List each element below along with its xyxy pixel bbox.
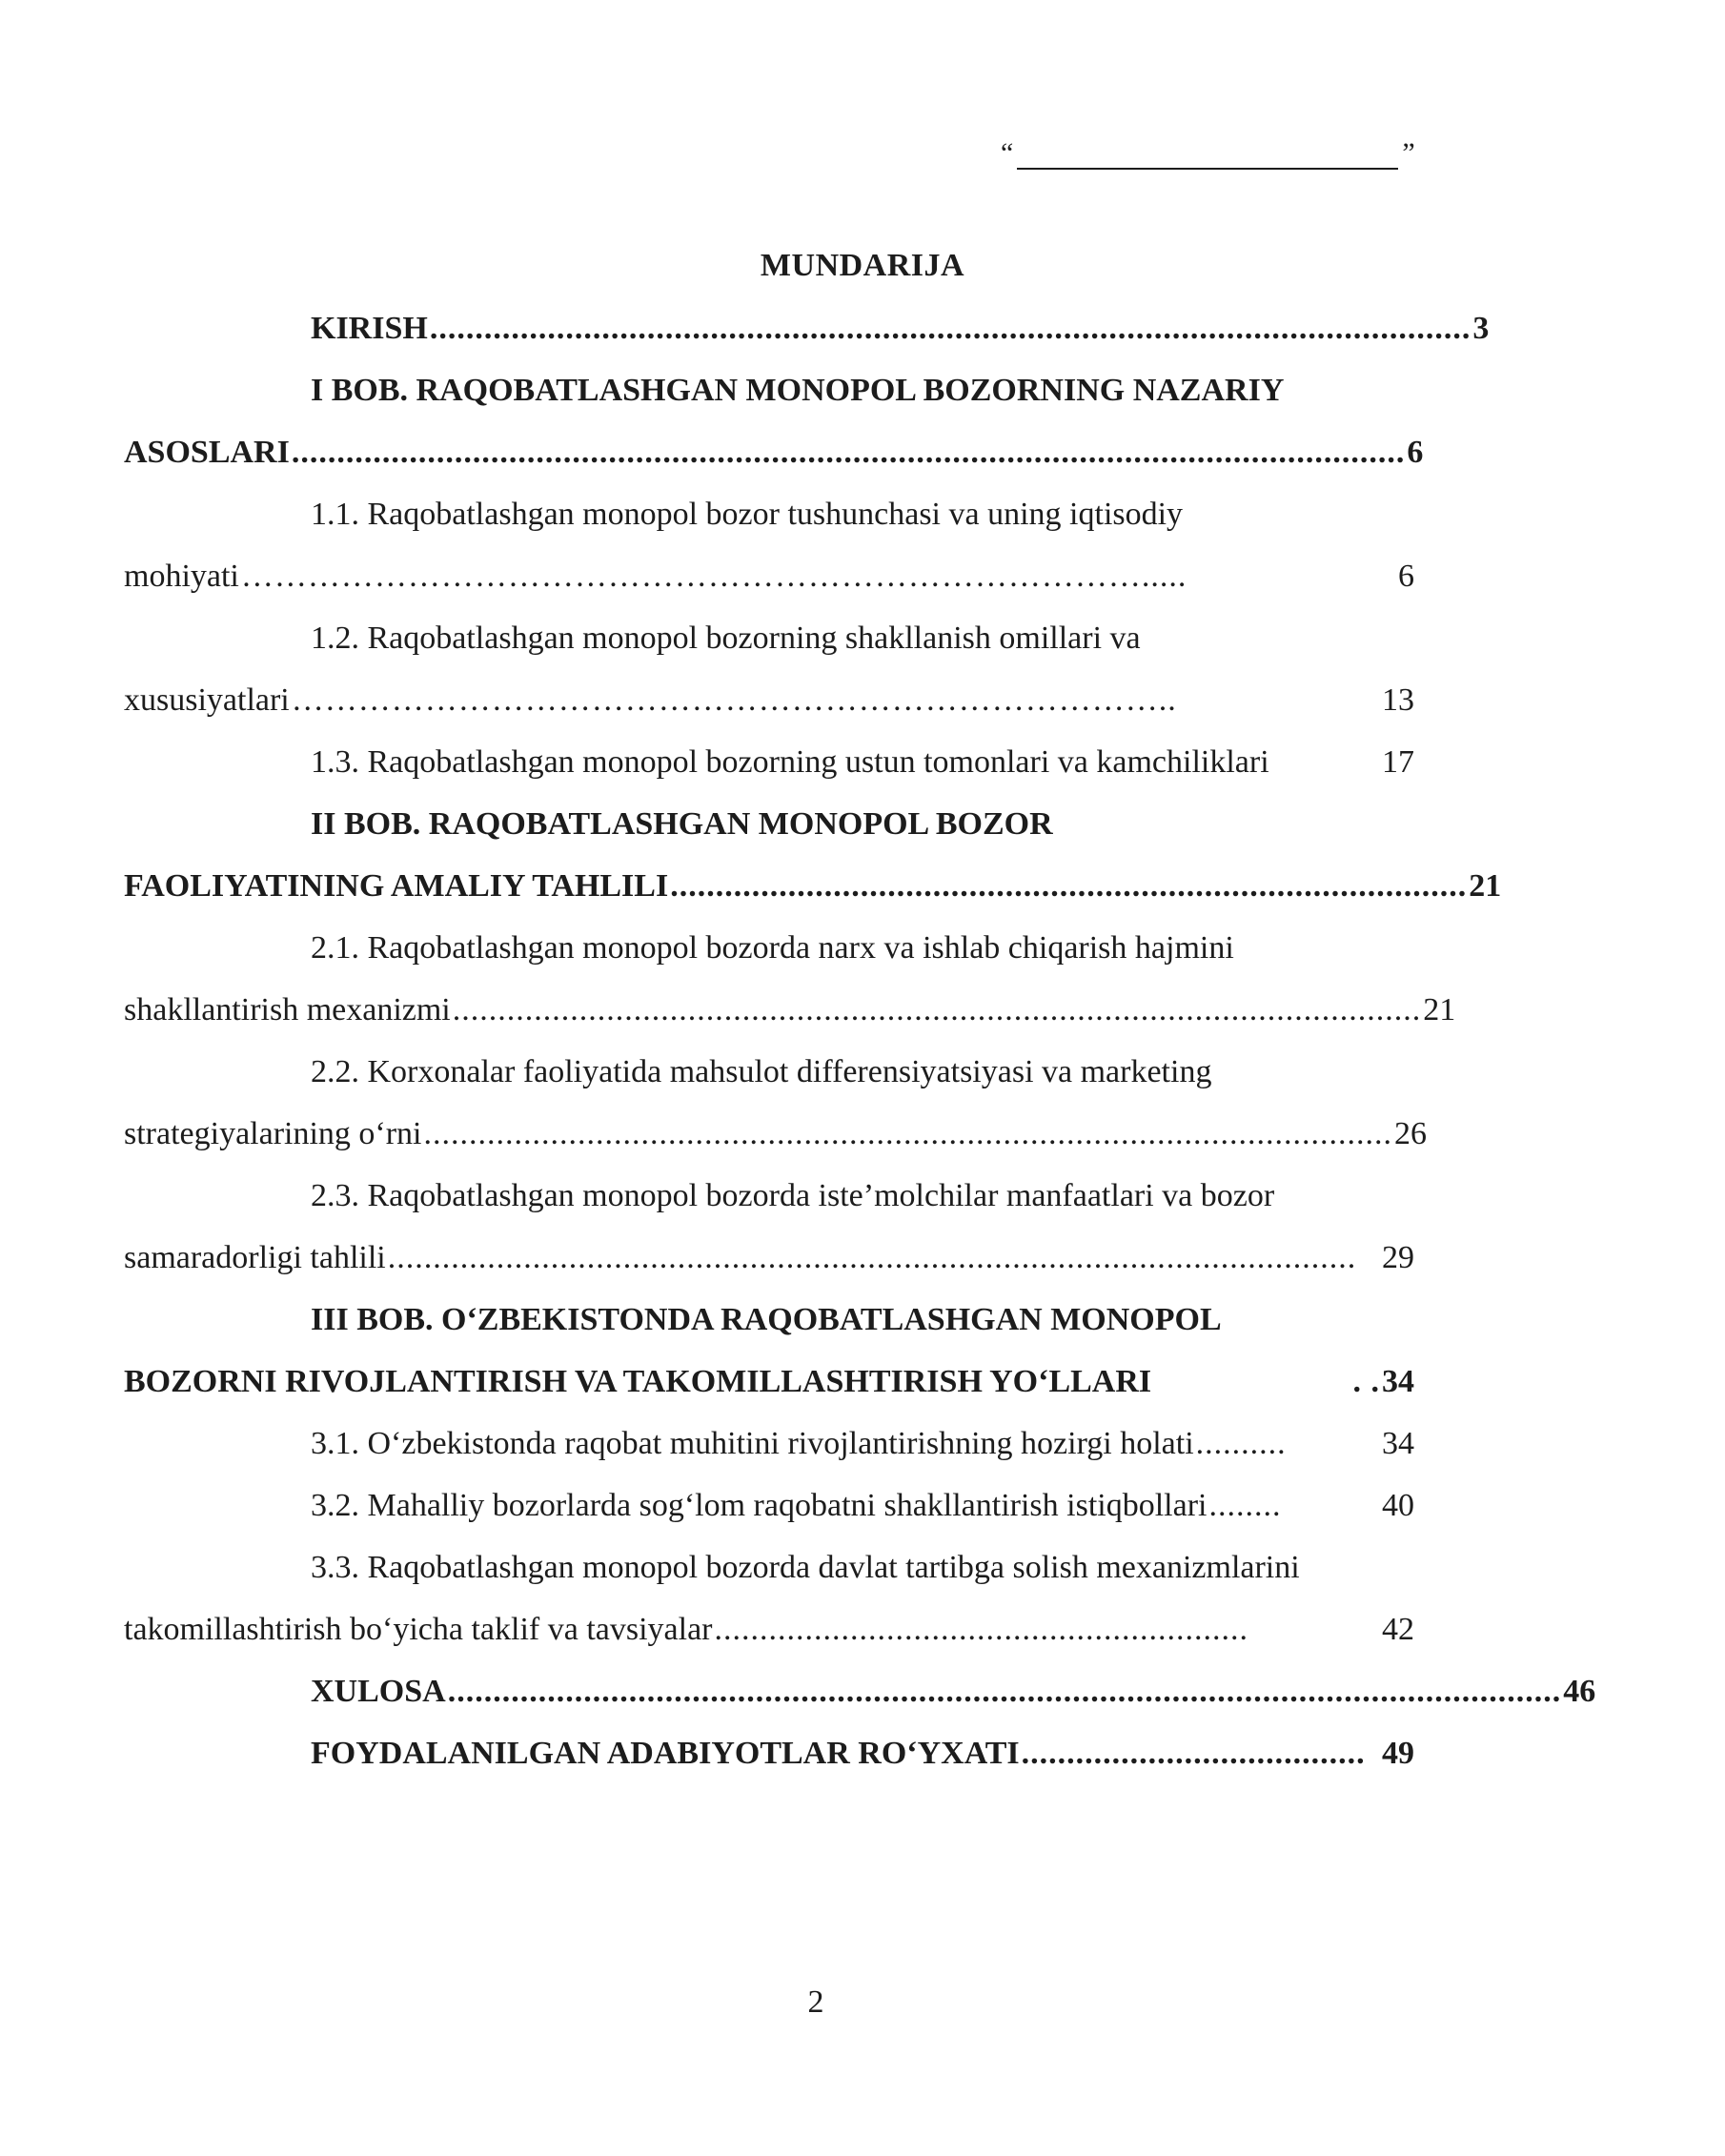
toc-page-number: 17 <box>1382 744 1414 780</box>
toc-page-number: 3 <box>1472 311 1490 346</box>
toc-entry-first-line: 2.3. Raqobatlashgan monopol bozorda iste’molchilar manfaatlari va bozor <box>311 1178 1275 1213</box>
table-of-contents <box>124 297 1596 1784</box>
toc-entry-2-3 <box>124 1165 1414 1289</box>
dot-leader: ...................................... <box>1021 1736 1366 1771</box>
signature-placeholder <box>1001 133 1415 170</box>
toc-page-number: 13 <box>1382 682 1414 718</box>
dot-leader: .......... <box>1195 1426 1287 1461</box>
toc-page-number: 21 <box>1469 868 1502 904</box>
toc-entry-text: XULOSA <box>311 1674 446 1709</box>
toc-entry-2-1 <box>124 917 1456 1041</box>
toc-entry-first-line: I BOB. RAQOBATLASHGAN MONOPOL BOZORNING NAZARIY <box>311 373 1285 408</box>
toc-entry-text: BOZORNI RIVOJLANTIRISH VA TAKOMILLASHTIRISH YO‘LLARI <box>124 1364 1152 1399</box>
toc-entry-kirish <box>217 297 1490 359</box>
dot-leader: . . <box>1352 1364 1380 1399</box>
dot-leader: ........................................................................................................................... <box>291 435 1406 470</box>
dot-leader: ........................................................... <box>714 1612 1248 1647</box>
toc-entry-text: mohiyati <box>124 559 239 594</box>
page-number: 2 <box>807 1984 824 2020</box>
toc-entry-text: xususiyatlari <box>124 682 290 718</box>
toc-entry-1-2 <box>124 607 1414 731</box>
dot-leader: …………………………………………………………………….. <box>291 682 1177 718</box>
toc-entry-first-line: 3.3. Raqobatlashgan monopol bozorda davlat tartibga solish mexanizmlarini <box>311 1550 1300 1585</box>
toc-entry-first-line: II BOB. RAQOBATLASHGAN MONOPOL BOZOR <box>311 806 1053 842</box>
toc-entry-text: shakllantirish mexanizmi <box>124 992 451 1027</box>
dot-leader: ........................................................................................................... <box>387 1240 1357 1275</box>
toc-entry-text: 1.3. Raqobatlashgan monopol bozorning ustun tomonlari va kamchiliklari <box>311 744 1269 780</box>
toc-page-number: 29 <box>1382 1240 1414 1275</box>
toc-entry-text: KIRISH <box>311 311 428 346</box>
dot-leader: ........................................................................................................... <box>423 1116 1393 1151</box>
dot-leader: ................................................................................................................... <box>429 311 1471 346</box>
toc-page-number: 26 <box>1394 1116 1428 1151</box>
toc-entry-3-2 <box>217 1475 1414 1536</box>
toc-page-number: 6 <box>1407 435 1424 470</box>
toc-entry-text: strategiyalarining o‘rni <box>124 1116 422 1151</box>
dot-leader: ........................................................................................................... <box>452 992 1422 1027</box>
toc-entry-2-2 <box>124 1041 1428 1165</box>
toc-page-number: 34 <box>1382 1426 1414 1461</box>
blank-line <box>1017 133 1398 170</box>
toc-page-number: 21 <box>1423 992 1456 1027</box>
toc-page-number: 42 <box>1382 1612 1414 1647</box>
close-quote: ” <box>1402 137 1415 169</box>
toc-page-number: 40 <box>1382 1488 1414 1523</box>
toc-entry-text: takomillashtirish bo‘yicha taklif va tavsiyalar <box>124 1612 713 1647</box>
open-quote: “ <box>1001 137 1014 169</box>
dot-leader: ........................................................................................ <box>670 868 1468 904</box>
toc-entry-text: 3.2. Mahalliy bozorlarda sog‘lom raqobatni shakllantirish istiqbollari <box>311 1488 1208 1523</box>
toc-page-number: 46 <box>1563 1674 1596 1709</box>
toc-entry-1-3 <box>217 731 1414 793</box>
toc-entry-first-line: III BOB. O‘ZBEKISTONDA RAQOBATLASHGAN MONOPOL <box>311 1302 1222 1337</box>
toc-entry-text: 3.1. O‘zbekistonda raqobat muhitini rivojlantirishning hozirgi holati <box>311 1426 1194 1461</box>
dot-leader: ........................................................................................................................... <box>447 1674 1562 1709</box>
toc-page-number: 6 <box>1398 559 1414 594</box>
toc-entry-chapter-3 <box>124 1289 1414 1413</box>
toc-page-number: 34 <box>1382 1364 1414 1399</box>
toc-entry-text: FAOLIYATINING AMALIY TAHLILI <box>124 868 669 904</box>
toc-entry-chapter-1 <box>124 359 1424 483</box>
toc-entry-text: ASOSLARI <box>124 435 290 470</box>
toc-page-number: 49 <box>1382 1736 1414 1771</box>
toc-entry-3-1 <box>217 1413 1414 1475</box>
toc-entry-first-line: 2.1. Raqobatlashgan monopol bozorda narx va ishlab chiqarish hajmini <box>311 930 1234 966</box>
toc-title: MUNDARIJA <box>760 248 965 283</box>
dot-leader: ........ <box>1208 1488 1282 1523</box>
toc-entry-chapter-2 <box>124 793 1502 917</box>
toc-entry-1-1 <box>124 483 1414 607</box>
toc-entry-references <box>217 1722 1414 1784</box>
toc-entry-first-line: 1.1. Raqobatlashgan monopol bozor tushunchasi va uning iqtisodiy <box>311 497 1184 532</box>
toc-entry-xulosa <box>217 1660 1596 1722</box>
dot-leader: ………………………………………………………………………..... <box>240 559 1187 594</box>
toc-entry-first-line: 1.2. Raqobatlashgan monopol bozorning shakllanish omillari va <box>311 620 1141 656</box>
toc-entry-text: samaradorligi tahlili <box>124 1240 386 1275</box>
toc-entry-first-line: 2.2. Korxonalar faoliyatida mahsulot differensiyatsiyasi va marketing <box>311 1054 1212 1089</box>
toc-entry-text: FOYDALANILGAN ADABIYOTLAR RO‘YXATI <box>311 1736 1020 1771</box>
toc-entry-3-3 <box>124 1536 1414 1660</box>
